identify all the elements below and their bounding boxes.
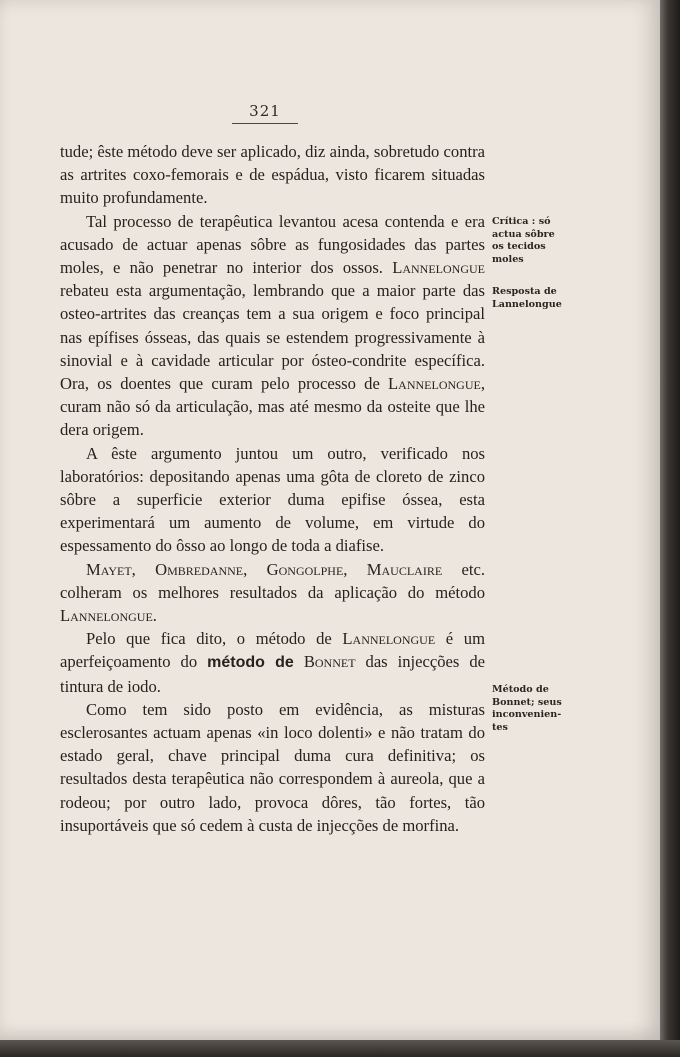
author-name: Lannelongue	[60, 606, 153, 626]
author-name: Lannelongue	[388, 374, 481, 394]
paragraph	[60, 442, 485, 558]
text-run: rebateu esta argumentação, lembrando que a maior parte das osteo-artrites das creanças tem a sua origem e foco principal nas epífises ósseas, das quais se estendem progressivamente à sinovial e à cavidade articular por ósteo-condrite específica. Ora, os doentes que curam pelo processo de	[60, 281, 485, 394]
text-run: , curam não só da articulação, mas até mesmo da osteite que lhe dera origem.	[60, 374, 485, 440]
text-run: ,	[343, 559, 367, 579]
text-run: das injecções de tintura de iodo.	[60, 652, 485, 696]
margin-note-line: tes	[492, 721, 508, 733]
author-name: Lannelongue	[342, 629, 436, 649]
page-number: 321	[249, 102, 281, 120]
paragraph	[60, 698, 485, 837]
margin-note-resposta	[492, 286, 578, 311]
margin-note-line: actua sôbre	[492, 228, 555, 240]
paragraph	[60, 627, 485, 698]
text-run: Pelo que fica dito, o método de	[86, 629, 343, 649]
text-run: ,	[243, 559, 267, 579]
author-name: Mayet	[86, 559, 132, 579]
text-run: Tal processo de terapêutica levantou acesa contenda e era acusado de actuar apenas sôbre as fungosidades das partes moles, e não penetrar no interior dos ossos.	[60, 211, 485, 278]
paragraph	[60, 140, 485, 210]
emphasis-text: método de	[207, 654, 294, 672]
paragraph	[60, 558, 485, 628]
text-run	[294, 652, 304, 671]
author-name: Mauclaire	[366, 559, 443, 579]
paragraph	[60, 210, 485, 442]
margin-note-critica	[492, 216, 578, 266]
margin-note-line: Resposta de	[492, 286, 557, 297]
page-edge-shadow	[660, 0, 680, 1057]
author-name: Bonnet	[303, 652, 356, 672]
text-run: .	[152, 606, 157, 626]
body-text	[60, 140, 485, 837]
author-name: Gongolphe	[266, 559, 344, 579]
text-run: A êste argumento juntou um outro, verificado nos laboratórios: depositando apenas uma gôta de cloreto de zinco sôbre a superficie exterior duma epifise óssea, esta experimentará um aumento de volume, em virtude do espessamento do ôsso ao longo de toda a diafise.	[60, 443, 485, 556]
text-run: etc. colheram os melhores resultados da aplicação do método	[60, 559, 486, 602]
margin-note-line: os tecidos	[492, 241, 546, 253]
text-run: tude; êste método deve ser aplicado, diz ainda, sobretudo contra as artrites coxo-femorais e de espádua, visto ficarem situadas muito profundamente.	[60, 142, 485, 208]
author-name: Ombredanne	[155, 559, 244, 579]
margin-note-line: Crítica : só	[492, 216, 551, 227]
text-run: é um aperfeiçoamento do	[60, 629, 486, 672]
margin-note-metodo-bonnet	[492, 684, 578, 734]
text-run: ,	[131, 559, 156, 579]
margin-note-line: Lannelongue	[492, 298, 562, 310]
margin-note-line: Bonnet; seus	[492, 696, 562, 708]
text-run: Como tem sido posto em evidência, as misturas esclerosantes actuam apenas «in loco dolenti» e não tratam do estado geral, chave principal duma cura definitiva; os resultados desta terapêutica não correspondem à aureola, que a rodeou; por outro lado, provoca dôres, tão fortes, tão insuportáveis que só cedem à custa de injecções de morfina.	[60, 699, 485, 835]
page-number-rule	[232, 123, 298, 124]
margin-note-line: Método de	[492, 684, 549, 695]
page-bottom-shadow	[0, 1040, 680, 1057]
margin-note-line: moles	[492, 253, 524, 265]
author-name: Lannelongue	[392, 258, 485, 278]
margin-note-line: inconvenien-	[492, 709, 562, 721]
